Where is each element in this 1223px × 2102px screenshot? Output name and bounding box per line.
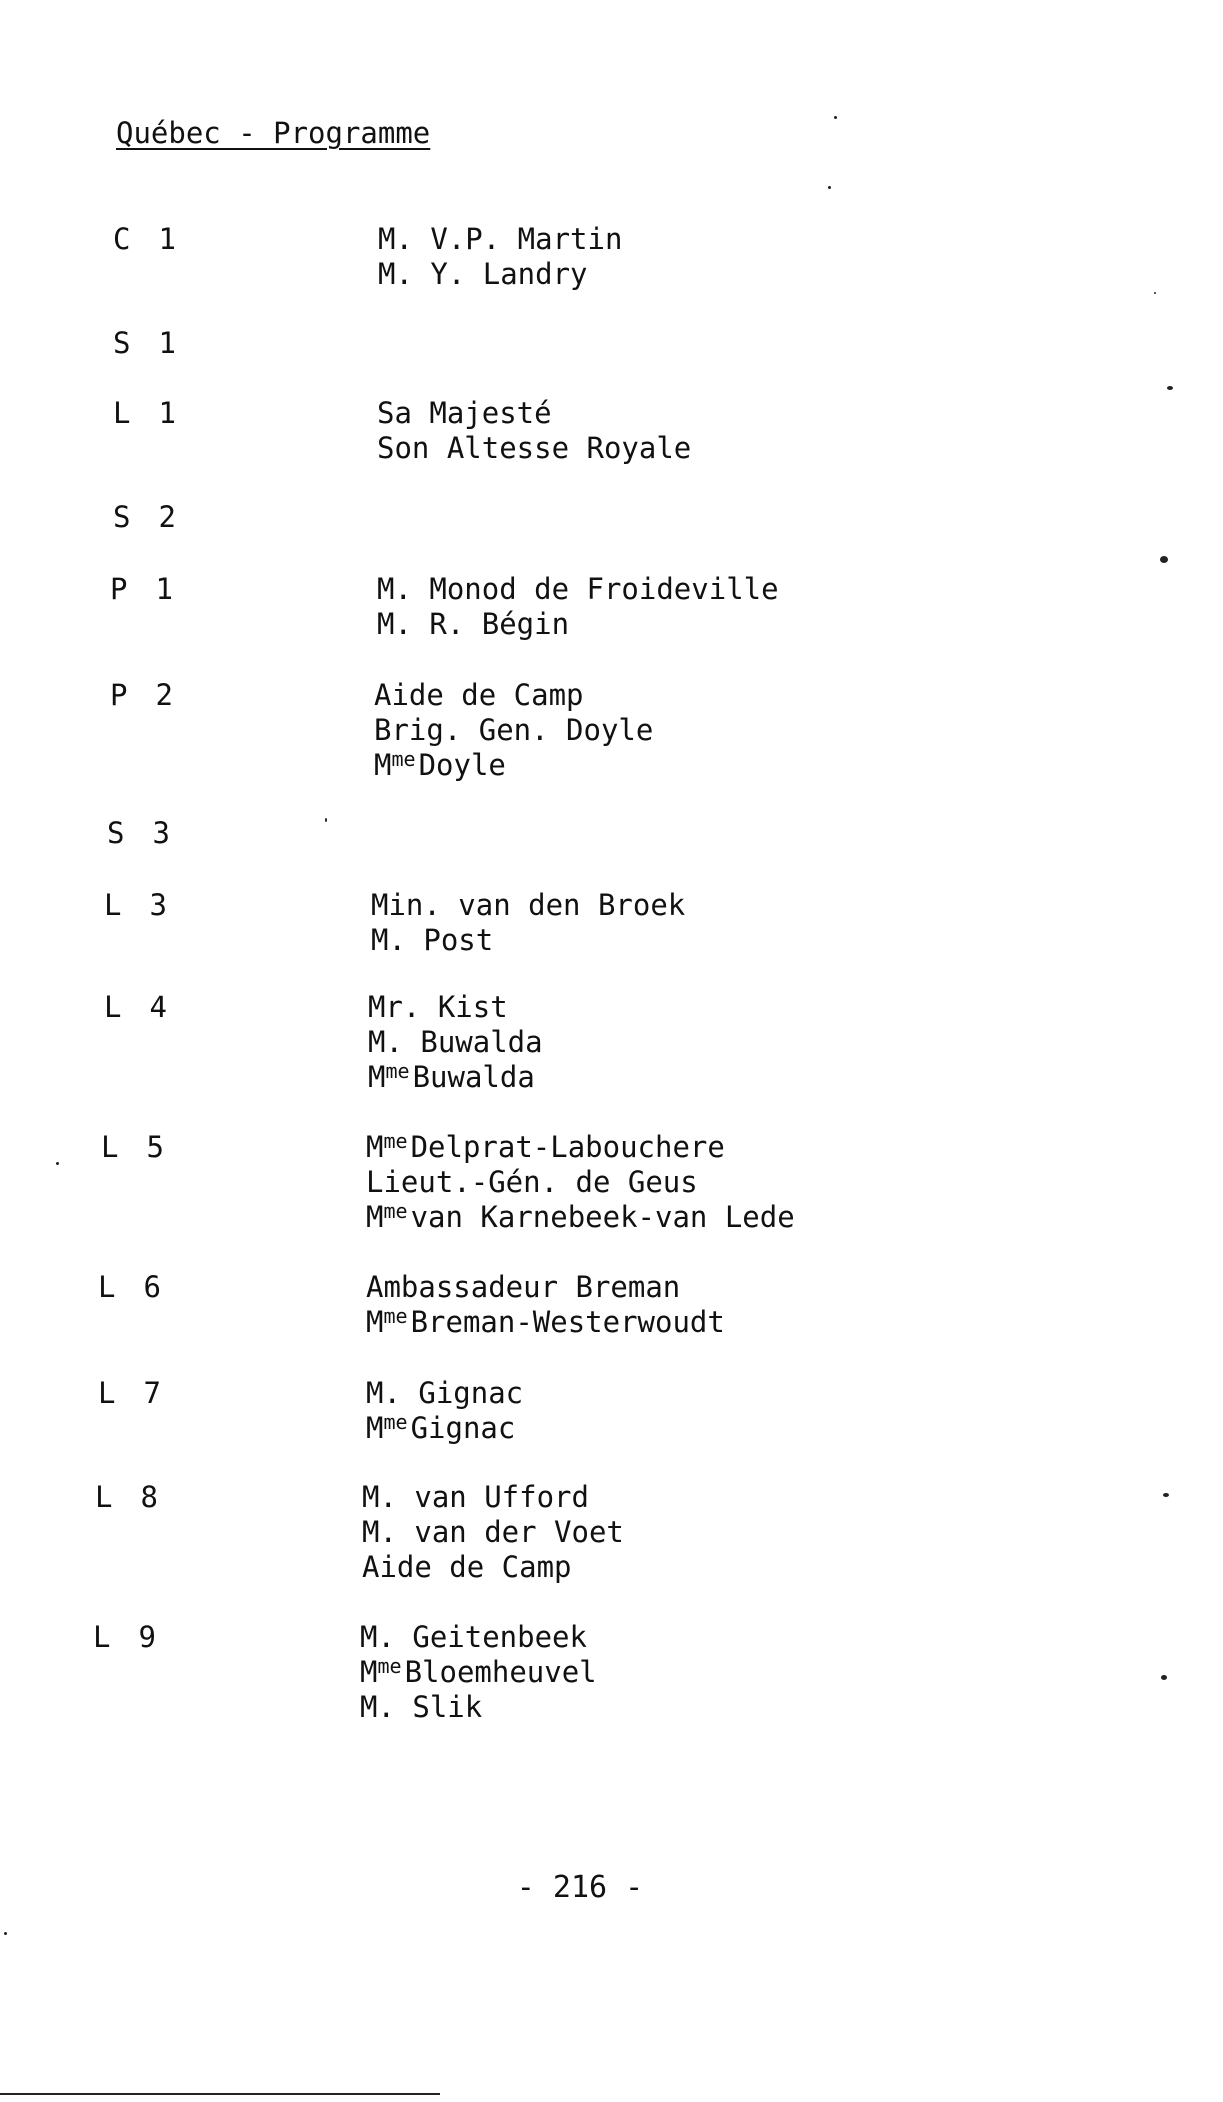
entry-code xyxy=(98,1270,161,1305)
attendee-name xyxy=(368,1060,543,1095)
title-superscript: me xyxy=(383,1199,408,1223)
entry-letter: L xyxy=(104,990,122,1024)
attendee-name-text: M. Post xyxy=(371,923,494,957)
entry-code xyxy=(107,816,170,851)
title-superscript: me xyxy=(383,1410,408,1434)
entry-letter: L xyxy=(101,1130,119,1164)
attendee-name xyxy=(366,1200,795,1235)
attendee-name-text: M. van der Voet xyxy=(362,1515,624,1549)
title-superscript: me xyxy=(391,747,416,771)
entry-number: 2 xyxy=(155,678,173,712)
entry-names xyxy=(374,678,653,783)
entry-letter: L xyxy=(98,1376,116,1410)
entry-code xyxy=(113,396,176,431)
entry-number: 3 xyxy=(149,888,167,922)
title-superscript: me xyxy=(377,1654,402,1678)
entry-letter: S xyxy=(113,500,131,534)
entry-code xyxy=(110,572,173,607)
title-prefix: M xyxy=(366,1200,384,1234)
attendee-name xyxy=(378,222,622,257)
entry-number: 9 xyxy=(138,1620,156,1654)
scan-speck xyxy=(1163,1493,1169,1497)
attendee-name-text: Min. van den Broek xyxy=(371,888,686,922)
scan-speck xyxy=(1160,556,1168,563)
title-prefix: M xyxy=(366,1305,384,1339)
scan-speck xyxy=(828,186,831,189)
entry-names xyxy=(366,1270,725,1340)
attendee-name-text: M. Slik xyxy=(360,1690,483,1724)
entry-number: 1 xyxy=(155,572,173,606)
entry-number: 1 xyxy=(158,326,176,360)
entry-code xyxy=(113,500,176,535)
title-prefix: M xyxy=(360,1655,378,1689)
entry-letter: L xyxy=(93,1620,111,1654)
entry-code xyxy=(98,1376,161,1411)
attendee-name-text: Aide de Camp xyxy=(362,1550,572,1584)
attendee-name-text: M. V.P. Martin xyxy=(378,222,623,256)
attendee-name xyxy=(371,888,685,923)
attendee-name-text: Gignac xyxy=(410,1411,516,1445)
attendee-name xyxy=(366,1305,725,1340)
attendee-name-text: Mr. Kist xyxy=(368,990,508,1024)
entry-names xyxy=(371,888,685,958)
attendee-name-text: Sa Majesté xyxy=(377,396,552,430)
attendee-name xyxy=(374,678,653,713)
attendee-name xyxy=(377,607,779,642)
attendee-name-text: Delprat-Labouchere xyxy=(410,1130,725,1164)
entry-code xyxy=(104,990,167,1025)
attendee-name-text: Doyle xyxy=(418,748,506,782)
attendee-name-text: M. R. Bégin xyxy=(377,607,570,641)
entry-names xyxy=(377,572,779,642)
attendee-name xyxy=(377,572,779,607)
scan-speck xyxy=(4,1932,7,1935)
entry-letter: C xyxy=(113,222,131,256)
scan-speck xyxy=(1154,292,1156,294)
attendee-name xyxy=(366,1130,795,1165)
entry-number: 6 xyxy=(143,1270,161,1304)
attendee-name xyxy=(377,431,691,466)
entry-letter: L xyxy=(95,1480,113,1514)
attendee-name xyxy=(366,1270,725,1305)
attendee-name-text: Son Altesse Royale xyxy=(377,431,692,465)
attendee-name xyxy=(366,1165,795,1200)
attendee-name-text: Bloemheuvel xyxy=(404,1655,597,1689)
title-superscript: me xyxy=(383,1304,408,1328)
title-prefix: M xyxy=(368,1060,386,1094)
entry-number: 7 xyxy=(143,1376,161,1410)
attendee-name-text: M. Monod de Froideville xyxy=(377,572,779,606)
entry-letter: L xyxy=(98,1270,116,1304)
entry-letter: S xyxy=(107,816,125,850)
attendee-name-text: Lieut.-Gén. de Geus xyxy=(366,1165,698,1199)
entry-names xyxy=(362,1480,624,1585)
entry-code xyxy=(93,1620,156,1655)
attendee-name xyxy=(378,257,622,292)
attendee-name xyxy=(371,923,685,958)
entry-names xyxy=(366,1376,523,1446)
entry-letter: S xyxy=(113,326,131,360)
attendee-name xyxy=(374,748,653,783)
attendee-name xyxy=(362,1480,624,1515)
attendee-name-text: M. Buwalda xyxy=(368,1025,543,1059)
entry-number: 1 xyxy=(158,396,176,430)
attendee-name-text: Buwalda xyxy=(412,1060,535,1094)
title-prefix: M xyxy=(366,1130,384,1164)
entry-number: 1 xyxy=(158,222,176,256)
attendee-name xyxy=(368,1025,543,1060)
entry-code xyxy=(113,326,176,361)
title-superscript: me xyxy=(383,1129,408,1153)
entry-letter: P xyxy=(110,572,128,606)
attendee-name-text: M. Y. Landry xyxy=(378,257,588,291)
attendee-name xyxy=(374,713,653,748)
entry-number: 2 xyxy=(158,500,176,534)
entry-code xyxy=(101,1130,164,1165)
entry-letter: L xyxy=(104,888,122,922)
attendee-name xyxy=(366,1411,523,1446)
attendee-name xyxy=(360,1620,597,1655)
title-prefix: M xyxy=(366,1411,384,1445)
entry-letter: P xyxy=(110,678,128,712)
entry-names xyxy=(377,396,691,466)
entry-code xyxy=(104,888,167,923)
entry-number: 8 xyxy=(140,1480,158,1514)
entry-code xyxy=(95,1480,158,1515)
attendee-name-text: Ambassadeur Breman xyxy=(366,1270,681,1304)
attendee-name xyxy=(366,1376,523,1411)
attendee-name-text: Breman-Westerwoudt xyxy=(410,1305,725,1339)
scan-speck xyxy=(1167,386,1173,390)
page-title: Québec - Programme xyxy=(116,116,431,150)
attendee-name xyxy=(362,1550,624,1585)
scan-speck xyxy=(834,116,837,119)
title-superscript: me xyxy=(385,1059,410,1083)
entry-code xyxy=(113,222,176,257)
entry-names xyxy=(360,1620,597,1725)
title-prefix: M xyxy=(374,748,392,782)
attendee-name xyxy=(368,990,543,1025)
entry-letter: L xyxy=(113,396,131,430)
entry-number: 4 xyxy=(149,990,167,1024)
entry-names xyxy=(368,990,543,1095)
scan-speck xyxy=(56,1162,59,1165)
attendee-name xyxy=(362,1515,624,1550)
entry-number: 3 xyxy=(152,816,170,850)
attendee-name-text: Brig. Gen. Doyle xyxy=(374,713,654,747)
attendee-name-text: Aide de Camp xyxy=(374,678,584,712)
attendee-name-text: M. van Ufford xyxy=(362,1480,589,1514)
attendee-name-text: M. Geitenbeek xyxy=(360,1620,587,1654)
footer-rule xyxy=(0,2093,440,2095)
entry-code xyxy=(110,678,173,713)
page-number: - 216 - xyxy=(516,1870,644,1905)
attendee-name-text: M. Gignac xyxy=(366,1376,524,1410)
attendee-name-text: van Karnebeek-van Lede xyxy=(410,1200,795,1234)
entry-number: 5 xyxy=(146,1130,164,1164)
entry-names xyxy=(378,222,622,292)
attendee-name xyxy=(360,1655,597,1690)
scan-speck xyxy=(1161,1675,1167,1680)
entry-names xyxy=(366,1130,795,1235)
attendee-name xyxy=(377,396,691,431)
scan-speck xyxy=(325,818,327,822)
attendee-name xyxy=(360,1690,597,1725)
